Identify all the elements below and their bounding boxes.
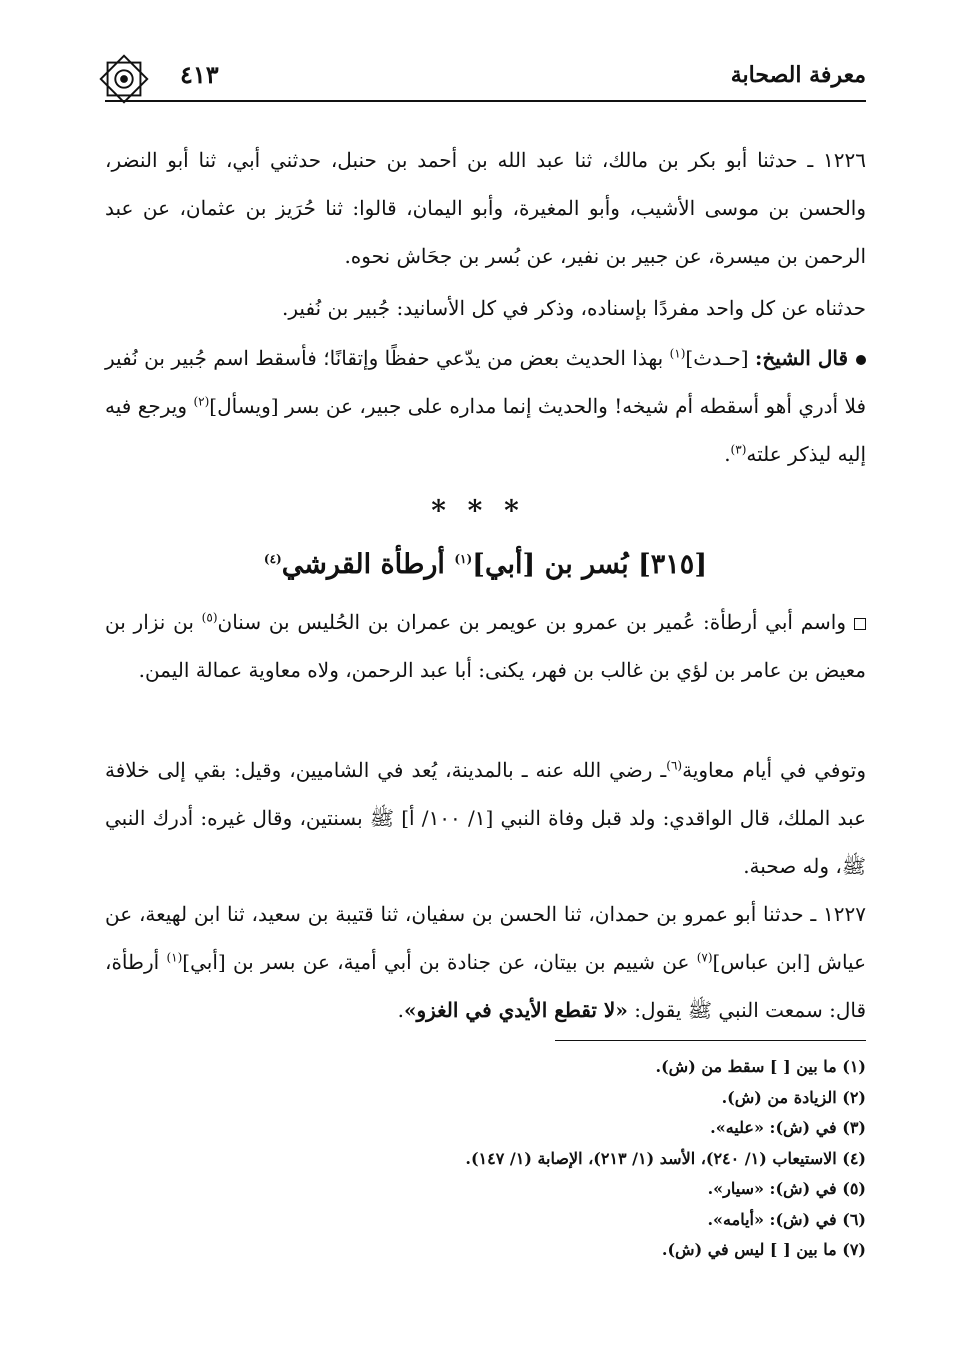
hadith-quote: «لا تقطع الأيدي في الغزو» xyxy=(403,998,628,1022)
footnotes-list xyxy=(105,1052,866,1266)
footnote-ref: (١) xyxy=(669,346,686,361)
footnote-ref: (٢) xyxy=(193,394,210,409)
biography-death xyxy=(105,746,866,890)
bio-text: ـ رضي الله عنه ـ بالمدينة، يُعد في الشاميين، وقيل: بقي إلى خلافة عبد الملك، قال الواقدي: ولد قبل وفاة النبي [١/ ١٠٠/ أ] ﷺ بسنتين، وقال غيره: أدرك النبي ﷺ، وله صحبة. xyxy=(105,758,867,878)
footnote-ref: (٤) xyxy=(263,552,282,566)
footnote-ref: (٥) xyxy=(201,610,218,625)
chapter-title xyxy=(105,540,866,590)
hadith-end: . xyxy=(397,998,404,1022)
bio-text: واسم أبي أرطأة: عُمير بن عمرو بن عويمر بن عمران بن الحُليس بن سنان xyxy=(217,610,846,634)
hadith-text: ١٢٢٧ ـ حدثنا أبو عمرو بن حمدان، ثنا الحسن بن سفيان، ثنا قتيبة بن سعيد، ثنا ابن لهيعة، عن عياش [ابن عباس] xyxy=(105,902,867,974)
shaykh-label: قال الشيخ: xyxy=(754,346,849,370)
bio-text: بن نزار بن معيض بن عامر بن لؤي بن غالب بن فهر، يكنى: أبا عبد الرحمن، ولاه معاوية عمالة اليمن. xyxy=(105,610,866,682)
footnote: (٧) ما بين [ ] ليس في (ش). xyxy=(661,1240,866,1259)
narration-note: حدثناه عن كل واحد مفردًا بإسناده، وذكر في كل الأسانيد: جُبير بن نُفير. xyxy=(282,296,866,320)
biography-name xyxy=(105,598,866,694)
section-separator: * * * xyxy=(431,494,525,527)
footnote-ref: (٧) xyxy=(696,950,713,965)
hadith-1226: ١٢٢٦ ـ حدثنا أبو بكر بن مالك، ثنا عبد الله بن أحمد بن حنبل، حدثني أبي، ثنا أبو النضر، والحسن بن موسى الأشيب، وأبو المغيرة، وأبو اليمان، قالوا: ثنا حُرَيز بن عثمان، عن عبد الرحمن بن ميسرة، عن جبير بن نفير، عن بُسر بن جحَاش نحوه. xyxy=(105,148,866,268)
page-number: ٤١٣ xyxy=(180,60,219,89)
chapter-title-text: [٣١٥] بُسر بن [أبي] xyxy=(472,549,708,580)
header-divider xyxy=(105,100,866,102)
footnote: (٤) الاستيعاب (١/ ٢٤٠)، الأسد (١/ ٢١٣)، الإصابة (١/ ١٤٧). xyxy=(465,1148,866,1168)
footnote: (١) ما بين [ ] سقط من (ش). xyxy=(655,1057,866,1076)
book-title: معرفة الصحابة xyxy=(730,62,866,88)
footnote-ref: (١) xyxy=(166,950,183,965)
hadith-text: أرطأة، قال: سمعت النبي ﷺ يقول: xyxy=(105,950,866,1022)
footnote: (٥) في (ش): «سيار». xyxy=(707,1179,866,1198)
hadith-text: عن شييم بن بيتان، عن جنادة بن أبي أمية، عن بسر بن [أبي] xyxy=(182,950,690,974)
comment-text: ويرجع فيه إليه ليذكر علته xyxy=(105,394,866,466)
footnote-divider xyxy=(555,1040,866,1041)
comment-end: . xyxy=(724,442,731,466)
chapter-title-text: أرطأة القرشي xyxy=(281,549,445,580)
footnote: (٣) في (ش): «عليه». xyxy=(710,1118,866,1137)
running-header xyxy=(105,58,866,98)
shaykh-comment xyxy=(105,334,866,478)
comment-text: [حـدث] xyxy=(685,346,749,370)
footnote-ref: (٣) xyxy=(730,442,747,457)
bullet-icon xyxy=(856,355,866,365)
footnote: (٢) الزيادة من (ش). xyxy=(721,1087,866,1107)
footnote-ref: (٦) xyxy=(666,758,683,773)
square-marker-icon xyxy=(854,618,866,630)
bio-text: وتوفي في أيام معاوية xyxy=(682,758,867,782)
comment-text: بهذا الحديث بعض من يدّعي حفظًا وإتقانًا؛ فأسقط اسم جُبير بن نُفير فلا أدري أهو أسقطه أم شيخه! والحديث إنما مداره على جبير، عن بسر [ويسأل] xyxy=(105,346,867,418)
hadith-1227 xyxy=(105,890,866,1034)
footnote-ref: (١) xyxy=(454,552,473,566)
footnote: (٦) في (ش): «أيامه». xyxy=(707,1209,866,1229)
